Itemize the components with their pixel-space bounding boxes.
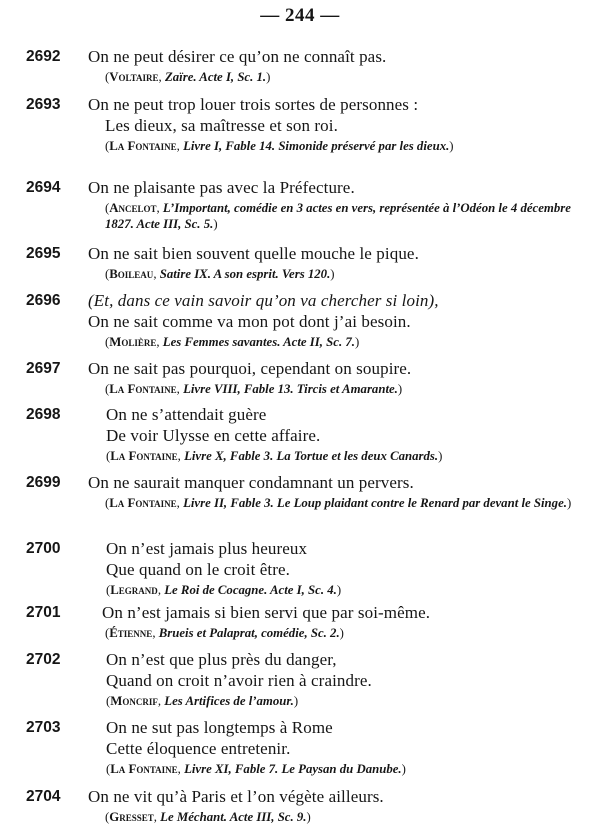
- entry-number: 2697: [26, 360, 61, 377]
- citation-author: La Fontaine: [110, 762, 178, 776]
- quote-line: On ne s’attendait guère: [106, 405, 267, 424]
- entry-2704: [0, 786, 600, 825]
- source-citation: (La Fontaine, Livre II, Fable 3. Le Loup plaidant contre le Renard par devant le Singe.): [105, 496, 572, 510]
- entry-2697: [0, 358, 600, 397]
- entry-number: 2699: [26, 474, 61, 491]
- source-citation: (Ancelot, L’Important, comédie en 3 actes en vers, représentée à l’Odéon le 4 décembre 1827. Acte III, Sc. 5.): [105, 201, 571, 231]
- entry-2696: [0, 290, 600, 350]
- citation-author: La Fontaine: [109, 139, 177, 153]
- entry-2700: [0, 538, 600, 598]
- citation-author: La Fontaine: [109, 382, 177, 396]
- entry-2693: [0, 94, 600, 154]
- quote-line: On ne peut désirer ce qu’on ne connaît pas.: [88, 47, 387, 66]
- entry-number: 2704: [26, 788, 61, 805]
- quote-line: On n’est que plus près du danger,: [106, 650, 337, 669]
- quote-line: On ne plaisante pas avec la Préfecture.: [88, 178, 355, 197]
- quote-line: On ne sut pas longtemps à Rome: [106, 718, 333, 737]
- citation-author: Gresset: [109, 810, 154, 824]
- entry-number: 2692: [26, 48, 61, 65]
- citation-work: Livre VIII, Fable 13. Tircis et Amarante.: [183, 382, 398, 396]
- quote-line: (Et, dans ce vain savoir qu’on va chercher si loin),: [88, 291, 439, 310]
- entry-2699: [0, 472, 600, 511]
- citation-work: Livre II, Fable 3. Le Loup plaidant contre le Renard par devant le Singe.: [183, 496, 567, 510]
- source-citation: (Moncrif, Les Artifices de l’amour.): [106, 694, 299, 708]
- quote-line: Quand on croit n’avoir rien à craindre.: [106, 671, 372, 690]
- citation-work: Les Femmes savantes. Acte II, Sc. 7.: [162, 335, 355, 349]
- entry-2703: [0, 717, 600, 777]
- quote-line: On ne sait pas pourquoi, cependant on soupire.: [88, 359, 412, 378]
- citation-author: Étienne: [109, 626, 153, 640]
- citation-author: Moncrif: [110, 694, 158, 708]
- citation-author: La Fontaine: [109, 496, 177, 510]
- entry-number: 2703: [26, 719, 61, 736]
- entry-number: 2702: [26, 651, 61, 668]
- entry-2702: [0, 649, 600, 709]
- citation-work: Livre XI, Fable 7. Le Paysan du Danube.: [184, 762, 402, 776]
- entry-2698: [0, 404, 600, 464]
- citation-work: Les Artifices de l’amour.: [164, 694, 294, 708]
- source-citation: (La Fontaine, Livre I, Fable 14. Simonide préservé par les dieux.): [105, 139, 454, 153]
- citation-author: Voltaire: [109, 70, 159, 84]
- quote-line: On ne vit qu’à Paris et l’on végète ailleurs.: [88, 787, 384, 806]
- entry-number: 2698: [26, 406, 61, 423]
- source-citation: (La Fontaine, Livre X, Fable 3. La Tortue et les deux Canards.): [106, 449, 443, 463]
- entry-2694: [0, 177, 600, 232]
- entry-number: 2701: [26, 604, 61, 621]
- quote-line: Les dieux, sa maîtresse et son roi.: [105, 116, 338, 135]
- citation-work: Le Méchant. Acte III, Sc. 9.: [160, 810, 307, 824]
- entry-number: 2694: [26, 179, 61, 196]
- entry-2701: [0, 602, 600, 641]
- source-citation: (Molière, Les Femmes savantes. Acte II, Sc. 7.): [105, 335, 360, 349]
- entry-number: 2700: [26, 540, 61, 557]
- quote-line: Que quand on le croit être.: [106, 560, 290, 579]
- entry-number: 2695: [26, 245, 61, 262]
- quote-line: On ne sait comme va mon pot dont j’ai besoin.: [88, 312, 411, 331]
- citation-work: Brueis et Palaprat, comédie, Sc. 2.: [158, 626, 340, 640]
- page-number: — 244 —: [260, 5, 340, 26]
- citation-author: Boileau: [109, 267, 154, 281]
- source-citation: (Gresset, Le Méchant. Acte III, Sc. 9.): [105, 810, 311, 824]
- source-citation: (Legrand, Le Roi de Cocagne. Acte I, Sc. 4.): [106, 583, 342, 597]
- quote-line: On ne saurait manquer condamnant un pervers.: [88, 473, 414, 492]
- entry-number: 2693: [26, 96, 61, 113]
- citation-work: L’Important, comédie en 3 actes en vers, représentée à l’Odéon le 4 décembre 1827. Acte III, Sc. 5.: [105, 201, 571, 231]
- citation-work: Zaïre. Acte I, Sc. 1.: [164, 70, 267, 84]
- citation-author: Molière: [109, 335, 157, 349]
- quote-line: On n’est jamais si bien servi que par soi-même.: [102, 603, 431, 622]
- quote-line: On ne sait bien souvent quelle mouche le pique.: [88, 244, 419, 263]
- source-citation: (Voltaire, Zaïre. Acte I, Sc. 1.): [105, 70, 271, 84]
- source-citation: (La Fontaine, Livre VIII, Fable 13. Tircis et Amarante.): [105, 382, 403, 396]
- citation-author: La Fontaine: [110, 449, 178, 463]
- entry-number: 2696: [26, 292, 61, 309]
- entry-2695: [0, 243, 600, 282]
- quote-line: De voir Ulysse en cette affaire.: [106, 426, 321, 445]
- entry-2692: [0, 46, 600, 85]
- citation-work: Livre X, Fable 3. La Tortue et les deux Canards.: [184, 449, 439, 463]
- source-citation: (La Fontaine, Livre XI, Fable 7. Le Paysan du Danube.): [106, 762, 406, 776]
- source-citation: (Boileau, Satire IX. A son esprit. Vers 120.): [105, 267, 335, 281]
- citation-work: Satire IX. A son esprit. Vers 120.: [159, 267, 331, 281]
- quote-line: On ne peut trop louer trois sortes de personnes :: [88, 95, 419, 114]
- quote-line: Cette éloquence entretenir.: [106, 739, 291, 758]
- citation-author: Legrand: [110, 583, 158, 597]
- citation-work: Le Roi de Cocagne. Acte I, Sc. 4.: [164, 583, 337, 597]
- source-citation: (Étienne, Brueis et Palaprat, comédie, Sc. 2.): [105, 626, 344, 640]
- citation-author: Ancelot: [109, 201, 157, 215]
- citation-work: Livre I, Fable 14. Simonide préservé par les dieux.: [183, 139, 450, 153]
- quote-line: On n’est jamais plus heureux: [106, 539, 308, 558]
